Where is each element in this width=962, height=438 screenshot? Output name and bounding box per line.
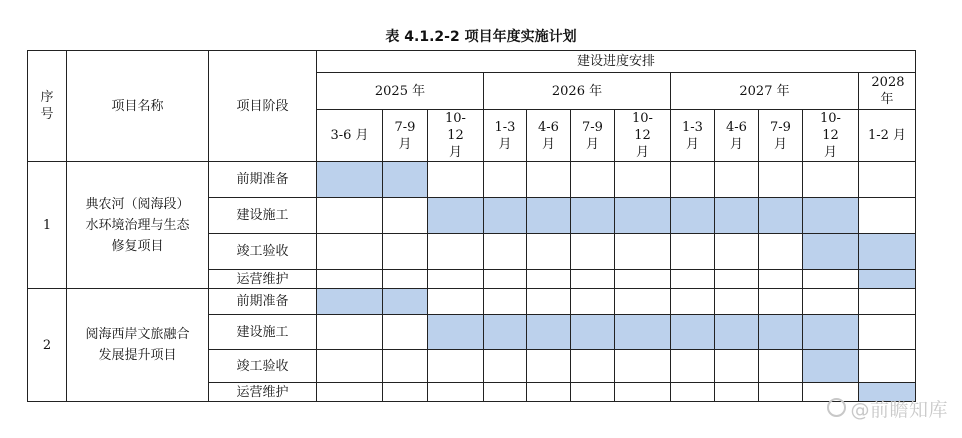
table-row <box>28 162 916 198</box>
schedule-cell <box>383 315 428 350</box>
schedule-cell <box>527 270 571 289</box>
schedule-cell-filled <box>671 315 715 350</box>
period-header: 4-6 月 <box>715 110 759 162</box>
schedule-cell <box>759 270 803 289</box>
schedule-cell <box>571 234 615 270</box>
schedule-cell <box>383 198 428 234</box>
table-title: 表 4.1.2-2 项目年度实施计划 <box>385 29 577 45</box>
schedule-cell <box>484 383 527 402</box>
schedule-cell <box>759 350 803 383</box>
schedule-cell-filled <box>383 162 428 198</box>
schedule-cell-filled <box>428 315 484 350</box>
schedule-cell-filled <box>759 315 803 350</box>
schedule-cell-filled <box>615 198 671 234</box>
period-header: 10-12 月 <box>428 110 484 162</box>
schedule-cell-filled <box>671 198 715 234</box>
schedule-cell <box>317 270 383 289</box>
schedule-cell <box>428 383 484 402</box>
schedule-cell <box>615 383 671 402</box>
schedule-cell-filled <box>317 162 383 198</box>
schedule-cell <box>615 162 671 198</box>
schedule-cell <box>759 162 803 198</box>
schedule-cell <box>428 270 484 289</box>
schedule-cell-filled <box>759 198 803 234</box>
schedule-cell <box>859 350 916 383</box>
schedule-cell <box>803 270 859 289</box>
schedule-cell-filled <box>527 315 571 350</box>
schedule-cell-filled <box>571 315 615 350</box>
schedule-cell <box>671 350 715 383</box>
schedule-cell <box>715 162 759 198</box>
schedule-cell <box>715 289 759 315</box>
schedule-cell-filled <box>317 289 383 315</box>
schedule-cell <box>671 383 715 402</box>
schedule-cell <box>428 289 484 315</box>
period-header: 7-9 月 <box>571 110 615 162</box>
schedule-cell <box>383 383 428 402</box>
schedule-cell-filled <box>803 315 859 350</box>
schedule-cell <box>671 270 715 289</box>
schedule-cell <box>671 289 715 315</box>
schedule-cell <box>317 234 383 270</box>
year-2025: 2025 年 <box>317 73 484 110</box>
period-header: 7-9 月 <box>759 110 803 162</box>
project-name: 典农河（阅海段）水环境治理与生态修复项目 <box>67 162 209 289</box>
watermark <box>827 395 948 422</box>
stage-label: 建设施工 <box>209 315 317 350</box>
schedule-cell <box>759 234 803 270</box>
schedule-cell <box>615 270 671 289</box>
period-header: 10-12 月 <box>803 110 859 162</box>
schedule-cell <box>759 383 803 402</box>
schedule-cell <box>428 350 484 383</box>
schedule-cell <box>571 162 615 198</box>
stage-label: 建设施工 <box>209 198 317 234</box>
schedule-cell <box>715 270 759 289</box>
schedule-cell <box>383 270 428 289</box>
schedule-header: 建设进度安排 <box>317 51 916 73</box>
year-2027: 2027 年 <box>671 73 859 110</box>
schedule-cell <box>571 350 615 383</box>
period-header: 10-12 月 <box>615 110 671 162</box>
project-number: 1 <box>28 162 67 289</box>
project-number: 2 <box>28 289 67 402</box>
stage-header: 项目阶段 <box>209 51 317 162</box>
schedule-cell <box>671 162 715 198</box>
schedule-cell <box>484 270 527 289</box>
stage-label: 前期准备 <box>209 162 317 198</box>
schedule-cell-filled <box>859 270 916 289</box>
schedule-cell <box>715 383 759 402</box>
schedule-cell-filled <box>715 315 759 350</box>
schedule-cell <box>383 350 428 383</box>
schedule-cell <box>484 289 527 315</box>
schedule-cell <box>484 234 527 270</box>
schedule-cell <box>615 289 671 315</box>
schedule-cell-filled <box>715 198 759 234</box>
schedule-cell <box>859 289 916 315</box>
schedule-cell <box>317 315 383 350</box>
year-2028: 2028 年 <box>859 73 916 110</box>
schedule-cell <box>527 383 571 402</box>
period-header: 3-6 月 <box>317 110 383 162</box>
schedule-cell <box>859 315 916 350</box>
period-header: 1-3 月 <box>484 110 527 162</box>
schedule-cell-filled <box>484 315 527 350</box>
stage-label: 竣工验收 <box>209 350 317 383</box>
schedule-cell <box>428 162 484 198</box>
schedule-cell <box>527 289 571 315</box>
watermark-text: @前瞻知库 <box>850 399 948 421</box>
period-header: 4-6 月 <box>527 110 571 162</box>
schedule-cell <box>317 198 383 234</box>
schedule-cell <box>803 289 859 315</box>
stage-label: 前期准备 <box>209 289 317 315</box>
stage-label: 运营维护 <box>209 383 317 402</box>
schedule-cell <box>671 234 715 270</box>
period-header: 1-3 月 <box>671 110 715 162</box>
schedule-cell <box>527 162 571 198</box>
stage-label: 运营维护 <box>209 270 317 289</box>
project-name: 阅海西岸文旅融合发展提升项目 <box>67 289 209 402</box>
schedule-cell <box>615 350 671 383</box>
stage-label: 竣工验收 <box>209 234 317 270</box>
schedule-cell <box>715 234 759 270</box>
schedule-cell-filled <box>859 234 916 270</box>
schedule-cell-filled <box>803 234 859 270</box>
period-header: 1-2 月 <box>859 110 916 162</box>
schedule-cell <box>615 234 671 270</box>
schedule-cell <box>383 234 428 270</box>
name-header: 项目名称 <box>67 51 209 162</box>
watermark-logo-icon <box>827 398 846 417</box>
schedule-cell <box>803 162 859 198</box>
schedule-cell-filled <box>803 350 859 383</box>
period-header: 7-9 月 <box>383 110 428 162</box>
schedule-cell <box>428 234 484 270</box>
schedule-table <box>27 50 916 402</box>
schedule-cell-filled <box>484 198 527 234</box>
schedule-cell-filled <box>428 198 484 234</box>
schedule-cell <box>859 198 916 234</box>
schedule-cell-filled <box>571 198 615 234</box>
schedule-cell <box>715 350 759 383</box>
table-row <box>28 289 916 315</box>
schedule-cell <box>759 289 803 315</box>
schedule-cell <box>527 350 571 383</box>
schedule-cell <box>571 289 615 315</box>
schedule-cell-filled <box>803 198 859 234</box>
schedule-cell-filled <box>615 315 671 350</box>
schedule-cell <box>859 162 916 198</box>
schedule-cell <box>571 270 615 289</box>
schedule-cell-filled <box>527 198 571 234</box>
schedule-cell <box>527 234 571 270</box>
year-2026: 2026 年 <box>484 73 671 110</box>
schedule-cell <box>317 383 383 402</box>
header-row <box>28 51 916 73</box>
seq-header: 序号 <box>28 51 67 162</box>
schedule-cell <box>317 350 383 383</box>
schedule-cell <box>484 350 527 383</box>
schedule-cell <box>571 383 615 402</box>
schedule-cell <box>484 162 527 198</box>
schedule-cell-filled <box>383 289 428 315</box>
